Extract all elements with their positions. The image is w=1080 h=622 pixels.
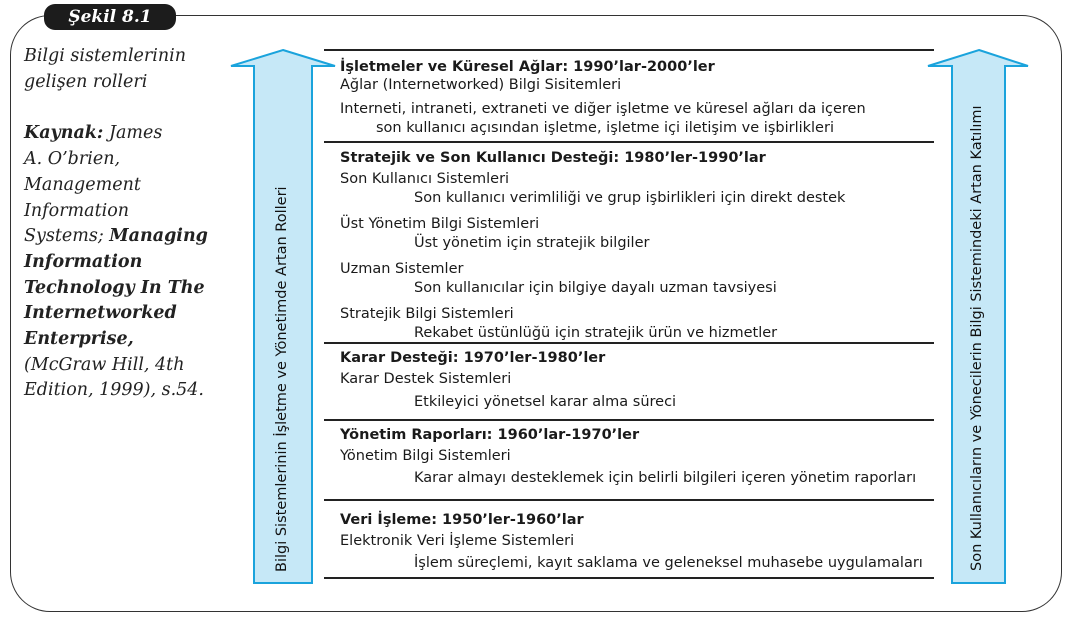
system-desc: Karar almayı desteklemek için belirli bilgileri içeren yönetim raporları (414, 470, 917, 486)
system-name: Stratejik Bilgi Sistemleri (340, 306, 514, 322)
era-heading: Karar Desteği: 1970’ler-1980’ler (340, 350, 606, 366)
figure-tag: Şekil 8.1 (44, 4, 176, 30)
system-name: Yönetim Bilgi Sistemleri (340, 448, 511, 464)
system-desc: son kullanıcı açısından işletme, işletme içi iletişim ve işbirlikleri (376, 120, 834, 136)
system-desc: Son kullanıcılar için bilgiye dayalı uzman tavsiyesi (414, 280, 777, 296)
system-name: Elektronik Veri İşleme Sistemleri (340, 533, 575, 549)
era-section (324, 141, 934, 342)
system-name: Ağlar (Internetworked) Bilgi Sisitemleri (340, 77, 622, 93)
system-desc: Üst yönetim için stratejik bilgiler (414, 235, 650, 251)
era-heading: Veri İşleme: 1950’ler-1960’lar (340, 512, 584, 528)
right-arrow-label: Son Kullanıcıların ve Yönecilerin Bilgi Sistemindeki Artan Katılımı (969, 105, 985, 571)
era-section (324, 49, 934, 141)
system-name: Son Kullanıcı Sistemleri (340, 171, 510, 187)
system-name: Uzman Sistemler (340, 261, 464, 277)
system-desc: Interneti, intraneti, extraneti ve diğer işletme ve küresel ağları da içeren (340, 101, 866, 117)
caption-source: Kaynak: James A. O’brien, Management Information Systems; Managing Information Technology In The Internetworked Enterprise, (McGraw Hill, 4th Edition, 1999), s.54. (24, 123, 208, 401)
era-heading: İşletmeler ve Küresel Ağlar: 1990’lar-2000’ler (340, 59, 715, 75)
era-heading: Stratejik ve Son Kullanıcı Desteği: 1980’ler-1990’lar (340, 150, 766, 166)
era-heading: Yönetim Raporları: 1960’lar-1970’ler (340, 427, 640, 443)
left-arrow-label: Bilgi Sistemlerinin İşletme ve Yönetimde Artan Rolleri (274, 186, 290, 572)
eras-table (324, 49, 934, 579)
system-name: Karar Destek Sistemleri (340, 371, 512, 387)
era-section (324, 342, 934, 419)
system-desc: İşlem süreçlemi, kayıt saklama ve geleneksel muhasebe uygulamaları (414, 555, 923, 571)
caption-title: Bilgi sistemlerinin gelişen rolleri (24, 46, 187, 92)
system-desc: Rekabet üstünlüğü için stratejik ürün ve hizmetler (414, 325, 778, 341)
era-section (324, 419, 934, 499)
system-name: Üst Yönetim Bilgi Sistemleri (340, 216, 540, 232)
system-desc: Etkileyici yönetsel karar alma süreci (414, 394, 677, 410)
era-section (324, 499, 934, 579)
system-desc: Son kullanıcı verimliliği ve grup işbirlikleri için direkt destek (414, 190, 846, 206)
